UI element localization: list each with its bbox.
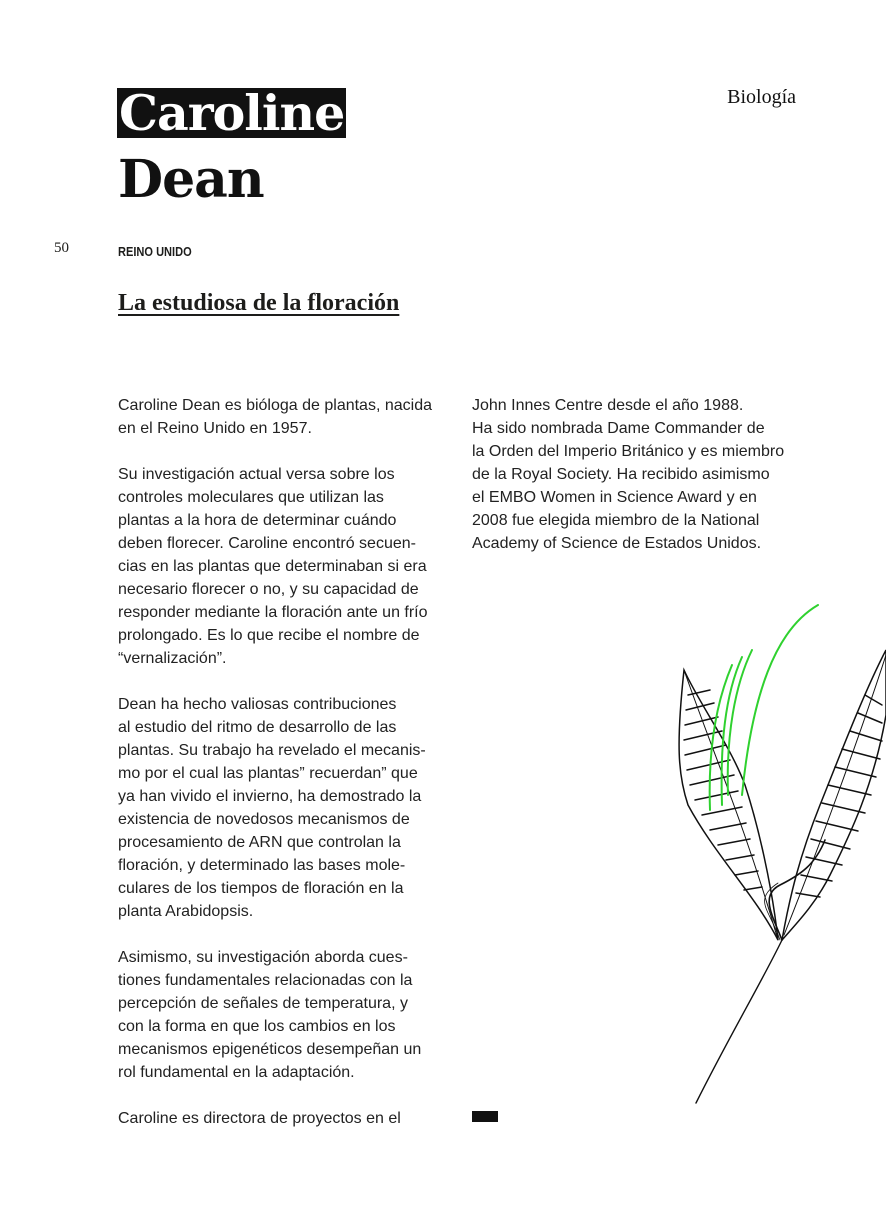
right-column <box>472 394 812 578</box>
name-first-highlighted: Caroline <box>119 84 345 142</box>
paragraph: John Innes Centre desde el año 1988. Ha sido nombrada Dame Commander de la Orden del Imperio Británico y es miembro de la Royal Society. Ha recibido asimismo el EMBO Women in Science Award y en 2008 fue elegida miembro de la National Academy of Science de Estados Unidos. <box>472 397 785 552</box>
page-number: 50 <box>54 240 69 256</box>
left-column <box>118 394 448 1153</box>
end-of-article-mark <box>472 1111 498 1122</box>
plant-sketch-icon <box>660 595 886 1107</box>
country-label: REINO UNIDO <box>118 244 192 259</box>
subtitle: La estudiosa de la floración <box>118 290 400 316</box>
name-last: Dean <box>118 149 264 210</box>
paragraph: Su investigación actual versa sobre los controles moleculares que utilizan las plantas a la hora de determinar cuándo deben florecer. Caroline encontró secuen- cias en las plantas que determinaban si era necesario florecer o no, y su capacidad de responder mediante la floración ante un frío prolongado. Es lo que recibe el nombre de “vernalización”. <box>118 466 428 667</box>
paragraph: Dean ha hecho valiosas contribuciones al estudio del ritmo de desarrollo de las plantas. Su trabajo ha revelado el mecanis- mo por el cual las plantas” recuerdan” que ya han vivido el invierno, ha demostrado la existencia de novedosos mecanismos de procesamiento de ARN que controlan la floración, y determinado las bases mole- culares de los tiempos de floración en la planta Arabidopsis. <box>118 696 426 920</box>
paragraph: Caroline Dean es bióloga de plantas, nacida en el Reino Unido en 1957. <box>118 397 432 437</box>
paragraph: Asimismo, su investigación aborda cues- tiones fundamentales relacionadas con la percepción de señales de temperatura, y con la forma en que los cambios en los mecanismos epigenéticos desempeñan un rol fundamental en la adaptación. <box>118 949 422 1081</box>
paragraph: Caroline es directora de proyectos en el <box>118 1110 401 1127</box>
section-label: Biología <box>727 86 796 108</box>
